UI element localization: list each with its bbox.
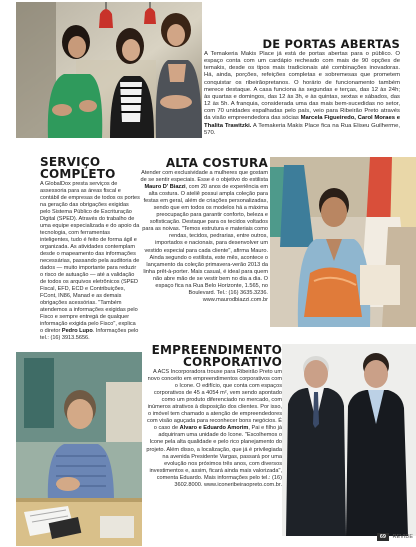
article-title: DE PORTAS ABERTAS [262,38,400,51]
photo-mauro-dbiazzi-image [270,157,416,327]
article-body-text-b: , Pai e filho já adquiriram uma unidade do Icone. "Escolhemos o Icone pela alta qualidade e pelo rico planejamento do projeto. Além disso, a localização, que já é privilegiada na avenida Presidente Vargas, passará por uma evolução nos próximos três anos, com diversos investimentos e, assim, ficará ainda mais valorizada", comenta Eduardo. Mais informações pelo tel.: (16) 3602.8000. www.iconeribeiraopreto.com.br. [146,425,282,488]
article-body-text: A Temakeria Makis Place já está de portas abertas para o público. O espaço conta com um cardápio recheado com mais de 90 opções de temakis, desde os tipos mais tradicionais até combinações inovadoras. Há, ainda, porções, refeições completas e sobremesas que prometem conquistar os ribeirãopretanos. O horário de funcionamento também merece destaque. A casa funciona às segundas e terças, das 12 às 24h; às quartas e domingos, das 12 às 3h, e às quintas, sextas e sábados, das 12 às 5h. A franquia, considerada uma das mais bem-sucedidas no setor, com 70 unidades espalhadas pelo país, veio para Ribeirão Preto através da visão empreendedora das sócias [204,51,400,122]
article-servico-completo [40,157,140,347]
article-body [146,369,282,489]
article-empreendimento-corporativo [146,344,282,536]
photo-pedro-lupo-image [16,352,142,546]
article-body-bold: Alvaro e Eduardo Amorim [179,425,249,432]
photo-alvaro-eduardo-amorim [282,344,416,536]
page-number: 69 [377,533,389,541]
article-title-line1: SERVIÇO [40,157,101,169]
article-title-line2: COMPLETO [40,166,116,181]
page-folio [377,534,413,540]
article-body-tail: A Temakeria Makis Place fica na Rua Eliseu Guilherme, 570. [204,122,400,136]
photo-pedro-lupo [16,352,142,546]
article-title-line2: CORPORATIVO [183,355,282,369]
article-body [140,170,272,304]
photo-alvaro-eduardo-amorim-image [282,344,416,536]
article-alta-costura [140,157,272,327]
article-body-text-b: , com 20 anos de experiência em alta costura. O ateliê possui ampla coleção para festas em geral, além de criações personalizadas, sendo que em todos os modelos há a máxima preocupação para garantir conforto, beleza e sofisticação. Destaque para os tecidos voltados para as noivas. "Temos estrutura e materiais como rendas, tecidos, pedrarias, entre outros, importados e nacionais, para desenvolver um vestido especial para cada cliente", afirma Mauro. Ainda segundo o estilista, este mês, acontece o lançamento da coleção primavera-verão 2013 da linha prêt-à-porter. Mais casual, é ideal para quem não abre mão de se vestir bem no dia a dia. O espaço fica na Rua Belo Horizonte, 1.565, no Boulevard. Tel.: (16) 3635.3236. www.maurodbiazzi.com.br [142,184,268,303]
article-title-line1: EMPREENDIMENTO [151,344,282,357]
photo-temakeria-partners [16,2,202,138]
article-body-tail: . Informações pelo tel.: (16) 3913.5656. [40,328,139,342]
photo-temakeria-partners-image [16,2,202,138]
article-body-text-a: A ACS Incorporadora trouxe para Ribeirão Preto um novo conceito em empreendimentos corporativos com o Icone. O edifício, que conta com espaços corporativos de 45 a 4054 m², vem sendo apontado como um produto diferenciado no mercado, com inúmeros atrativos à disposição dos clientes. Por isso, o imóvel tem chamado a atenção de empreendedores com visão aguçada para reconhecer bons negócios. É o caso de [147,369,282,432]
article-de-portas-abertas [204,38,400,140]
magazine-name: REVIDE [392,534,413,540]
article-title: ALTA COSTURA [165,157,268,170]
article-body-text: A GlobalDox presta serviços de assessoria para as áreas fiscal e contábil de empresas de todos os portes na geração das obrigações exigidas pelo Sistema Público de Escrituração Digital (SPED). Através do trabalho de uma equipe especializada e do apoio da tecnologia, com ferramentas inteligentes, tudo é feito de forma ágil e organizada. As atividades contemplam desde o mapeamento das informações necessárias, passando pela auditoria de dados — muito importante para reduzir o risco de autuação — até a validação de todos os arquivos eletrônicos (SPED Fiscal, EFD, ECD e Contribuições, FCont, IN86, Manad e as demais obrigações acessórias. "Também atendemos a informações exigidas pelo Fisco e sempre entregá de qualquer informação exigida pelo Fisco", explica o diretor [40,181,140,335]
article-body-bold: Marcela Figueiredo, Carol Moraes e Thalita Trawitzki. [204,115,400,129]
article-body [204,51,400,137]
photo-mauro-dbiazzi [270,157,416,327]
article-body-bold: Pedro Lupo [61,328,93,335]
article-body [40,181,140,342]
article-body-bold: Mauro D' Biazzi [144,184,186,191]
article-body-text-a: Atender com exclusividade a mulheres que gostam de se sentir especiais. Esse é o objetivo do estilista [140,170,268,184]
